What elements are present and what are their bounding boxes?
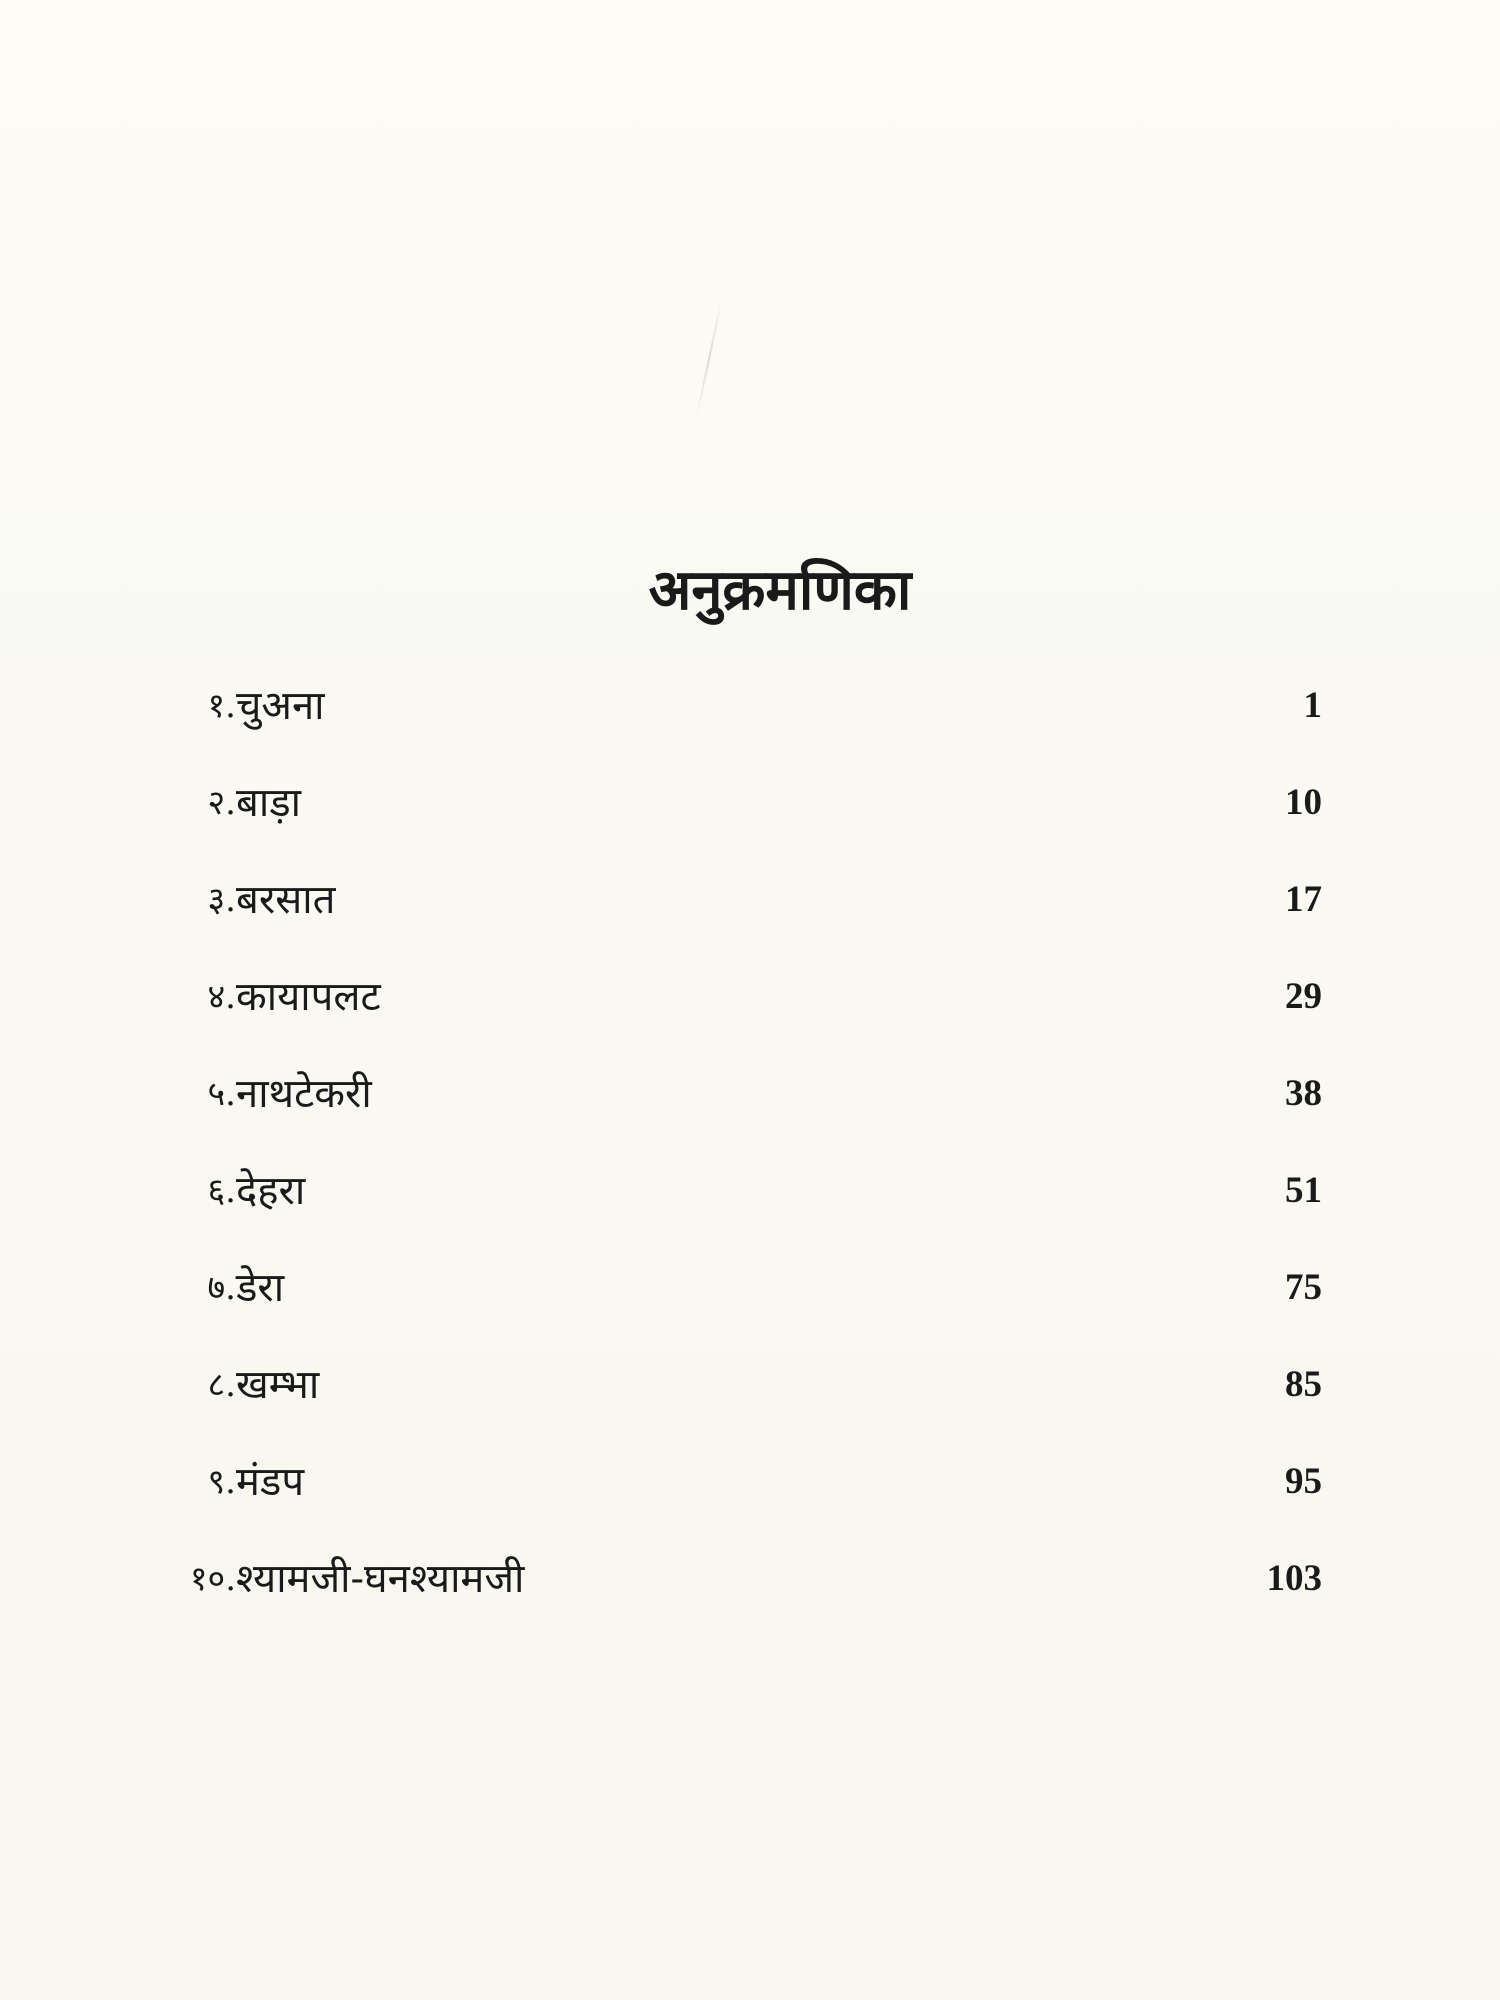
- chapter-title: कायापलट: [236, 974, 381, 1020]
- chapter-title: मंडप: [236, 1459, 305, 1505]
- page-number: 95: [1285, 1461, 1322, 1502]
- chapter-number: २.: [207, 783, 236, 823]
- page-number: 17: [1285, 879, 1322, 920]
- page-number: 1: [1303, 685, 1322, 726]
- toc-entry: [0, 852, 1500, 948]
- chapter-number: १०.: [189, 1559, 236, 1599]
- toc-entry: [0, 949, 1500, 1045]
- toc-entry: [0, 1434, 1500, 1530]
- toc-entry: [0, 755, 1500, 851]
- chapter-number: ४.: [207, 977, 236, 1017]
- page-number: 29: [1285, 976, 1322, 1017]
- page-number: 10: [1285, 782, 1322, 823]
- toc-entry: [0, 1337, 1500, 1433]
- chapter-number: ६.: [207, 1171, 236, 1211]
- page-number: 38: [1285, 1073, 1322, 1114]
- chapter-number: १.: [207, 686, 236, 726]
- toc-entry: [0, 1531, 1500, 1627]
- page-number: 103: [1266, 1558, 1322, 1599]
- chapter-number: ७.: [207, 1268, 236, 1308]
- chapter-title: बाड़ा: [236, 780, 301, 826]
- chapter-title: श्यामजी-घनश्यामजी: [236, 1556, 525, 1602]
- paper-scratch: [696, 301, 722, 417]
- chapter-title: खम्भा: [236, 1362, 320, 1408]
- page-number: 85: [1285, 1364, 1322, 1405]
- toc-entry: [0, 658, 1500, 754]
- chapter-number: ३.: [207, 880, 236, 920]
- chapter-number: ९.: [207, 1462, 236, 1502]
- table-of-contents: [0, 658, 1500, 1658]
- chapter-title: चुअना: [236, 683, 325, 729]
- chapter-number: ५.: [207, 1074, 236, 1114]
- chapter-title: नाथटेकरी: [236, 1071, 372, 1117]
- toc-entry: [0, 1240, 1500, 1336]
- chapter-title: देहरा: [236, 1168, 306, 1214]
- page-number: 51: [1285, 1170, 1322, 1211]
- page-title: अनुक्रमणिका: [648, 557, 912, 623]
- page-number: 75: [1285, 1267, 1322, 1308]
- toc-entry: [0, 1143, 1500, 1239]
- toc-entry: [0, 1046, 1500, 1142]
- chapter-title: डेरा: [236, 1265, 285, 1311]
- chapter-title: बरसात: [236, 877, 336, 923]
- chapter-number: ८.: [207, 1365, 236, 1405]
